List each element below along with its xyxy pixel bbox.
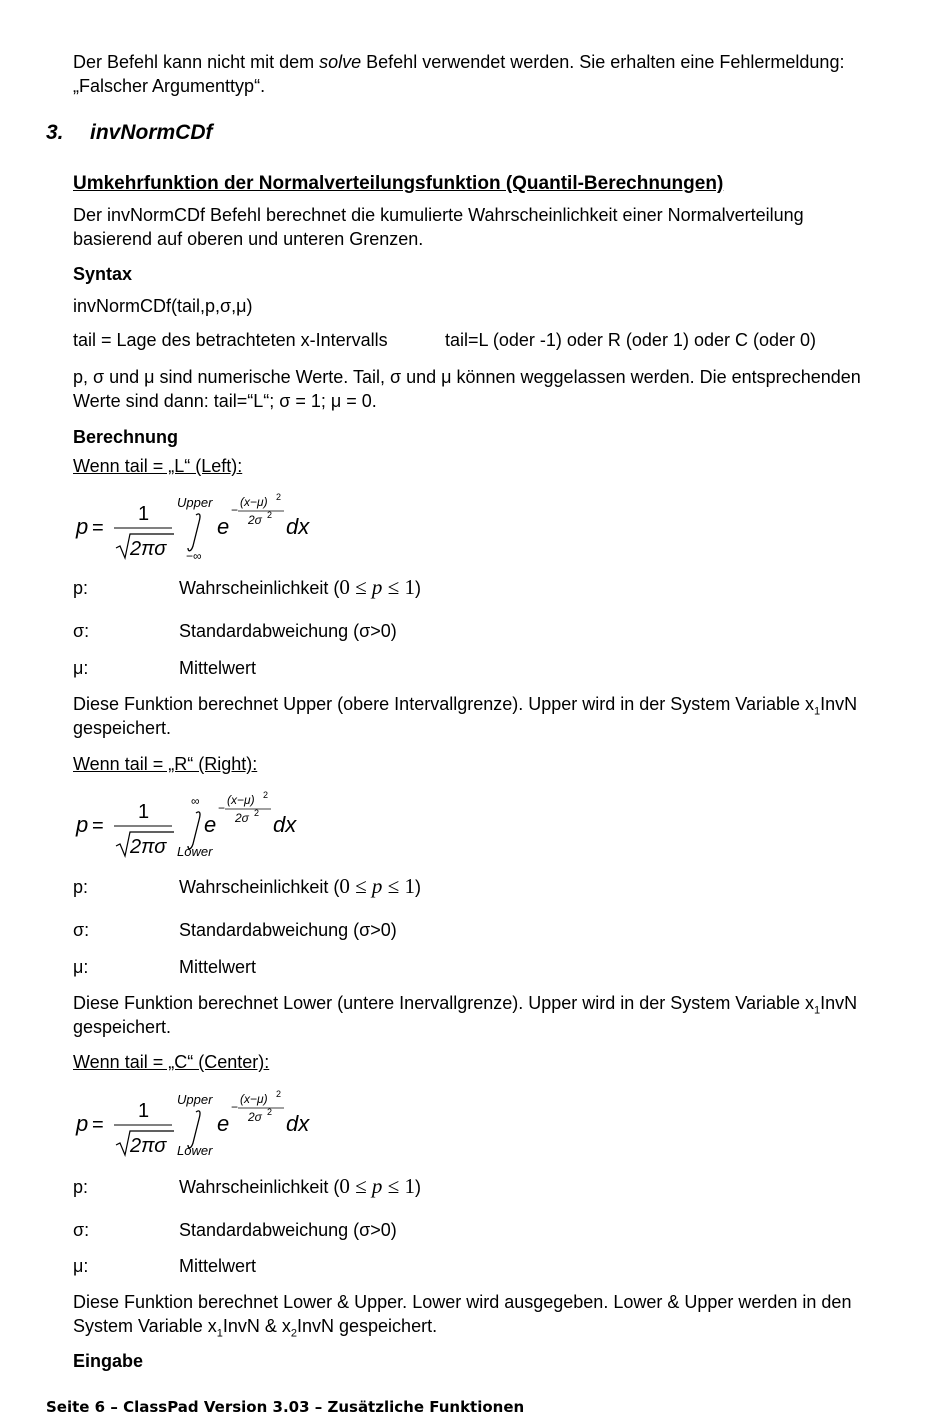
lower-limit: −∞ (186, 549, 202, 563)
case-left-sigma-label: σ: (73, 621, 90, 641)
formula-left (70, 488, 330, 568)
case-center-title: Wenn tail = „C“ (Center): (73, 1052, 270, 1072)
syntax-heading: Syntax (73, 264, 133, 284)
exp-denominator: 2σ (248, 513, 262, 527)
case-right-desc-1: Diese Funktion berechnet Lower (untere Inervallgrenze). Upper wird in der System Variable $x_1InvN$ (73, 993, 858, 1017)
svg-text:(x−μ): (x−μ) (240, 1092, 268, 1106)
section-desc-1: Der invNormCDf Befehl berechnet die kumulierte Wahrscheinlichkeit einer Normalverteilung (73, 205, 804, 225)
case-right-sigma-text: Standardabweichung (σ>0) (179, 920, 397, 940)
upper-limit: ∞ (191, 794, 200, 808)
exp-numerator: (x−μ) (240, 495, 268, 509)
case-left-desc-2: gespeichert. (73, 718, 172, 738)
case-center-p-label: p: (73, 1177, 89, 1197)
case-center-mu-label: μ: (73, 1256, 89, 1276)
section-heading: 3. invNormCDf (46, 121, 213, 144)
formula-right (70, 786, 330, 866)
svg-text:2: 2 (254, 808, 260, 818)
svg-text:(x−μ): (x−μ) (227, 793, 255, 807)
case-left-mu-text: Mittelwert (179, 658, 257, 678)
case-left-desc-1: Diese Funktion berechnet Upper (obere Intervallgrenze). Upper wird in der System Variable $x_1InvN$ (73, 694, 858, 718)
case-center-desc-2: System Variable $x_1InvN$ & $x_2InvN$ gespeichert. (73, 1316, 438, 1340)
case-left-mu-label: μ: (73, 658, 89, 678)
section-subtitle: Umkehrfunktion der Normalverteilungsfunktion (Quantil-Berechnungen) (73, 173, 724, 194)
svg-text:dx: dx (273, 812, 297, 837)
case-left-p-label: p: (73, 578, 89, 598)
svg-text:p: p (76, 1111, 89, 1136)
case-right-mu-label: μ: (73, 957, 89, 977)
syntax-note-1: p, σ und μ sind numerische Werte. Tail, σ und μ können weggelassen werden. Die entsprechenden (73, 367, 861, 387)
case-left-sigma-text: Standardabweichung (σ>0) (179, 621, 397, 641)
case-right-title: Wenn tail = „R“ (Right): (73, 754, 258, 774)
integral-sign (188, 514, 200, 551)
formula-numerator: 1 (138, 503, 150, 525)
case-right-desc-2: gespeichert. (73, 1017, 172, 1037)
svg-text:−: − (218, 801, 226, 815)
case-center-sigma-label: σ: (73, 1220, 90, 1240)
svg-text:2: 2 (276, 1089, 282, 1099)
svg-text:dx: dx (286, 1111, 310, 1136)
svg-text:1: 1 (138, 801, 150, 823)
tail-label: tail = Lage des betrachteten x-Intervalls (73, 330, 388, 350)
svg-text:e: e (217, 1111, 230, 1136)
svg-text:2σ: 2σ (248, 1110, 262, 1124)
exp-denominator-power: 2 (267, 510, 273, 520)
svg-text:p: p (76, 812, 89, 837)
formula-denominator: 2πσ (130, 538, 167, 560)
case-right-p-label: p: (73, 877, 89, 897)
case-center-sigma-text: Standardabweichung (σ>0) (179, 1220, 397, 1240)
svg-text:2πσ: 2πσ (130, 836, 167, 858)
case-center-p-text: Wahrscheinlichkeit (0 ≤ p ≤ 1) (179, 1174, 421, 1198)
exp-minus: − (231, 503, 239, 517)
formula-right-svg (70, 786, 330, 866)
formula-dx: dx (286, 514, 310, 539)
upper-limit: Upper (177, 1092, 213, 1107)
syntax-command: invNormCDf(tail,p,σ,μ) (73, 296, 253, 316)
case-left-p-text: Wahrscheinlichkeit (0 ≤ p ≤ 1) (179, 575, 421, 599)
svg-text:1: 1 (138, 1100, 150, 1122)
case-right-p-text: Wahrscheinlichkeit (0 ≤ p ≤ 1) (179, 874, 421, 898)
intro-line-2: „Falscher Argumenttyp“. (73, 76, 266, 96)
formula-eq: = (92, 517, 104, 539)
formula-lhs: p (76, 514, 89, 539)
case-left-title: Wenn tail = „L“ (Left): (73, 456, 243, 476)
syntax-note-2: Werte sind dann: tail=“L“; σ = 1; μ = 0. (73, 391, 377, 411)
lower-limit: Lower (177, 844, 213, 859)
formula-base: e (217, 514, 230, 539)
section-desc-2: basierend auf oberen und unteren Grenzen. (73, 229, 424, 249)
tail-values: tail=L (oder -1) oder R (oder 1) oder C (oder 0) (445, 330, 816, 350)
svg-text:2: 2 (263, 790, 269, 800)
input-heading: Eingabe (73, 1351, 144, 1371)
formula-left-svg (70, 488, 330, 568)
case-right-sigma-label: σ: (73, 920, 90, 940)
formula-center (70, 1085, 330, 1165)
lower-limit: Lower (177, 1143, 213, 1158)
intro-line-1: Der Befehl kann nicht mit dem solve Befehl verwendet werden. Sie erhalten eine Fehlermeldung: (73, 52, 845, 72)
svg-text:=: = (92, 1114, 104, 1136)
svg-text:−: − (231, 1100, 239, 1114)
case-center-mu-text: Mittelwert (179, 1256, 257, 1276)
page-footer: Seite 6 – ClassPad Version 3.03 – Zusätzliche Funktionen (46, 1398, 525, 1416)
case-center-desc-1: Diese Funktion berechnet Lower & Upper. Lower wird ausgegeben. Lower & Upper werden in den (73, 1292, 852, 1312)
exp-numerator-power: 2 (276, 492, 282, 502)
svg-text:2πσ: 2πσ (130, 1135, 167, 1157)
svg-text:=: = (92, 815, 104, 837)
formula-center-svg (70, 1085, 330, 1165)
svg-text:2: 2 (267, 1107, 273, 1117)
svg-text:2σ: 2σ (235, 811, 249, 825)
svg-text:e: e (204, 812, 217, 837)
upper-limit: Upper (177, 495, 213, 510)
case-right-mu-text: Mittelwert (179, 957, 257, 977)
calculation-heading: Berechnung (73, 427, 179, 447)
